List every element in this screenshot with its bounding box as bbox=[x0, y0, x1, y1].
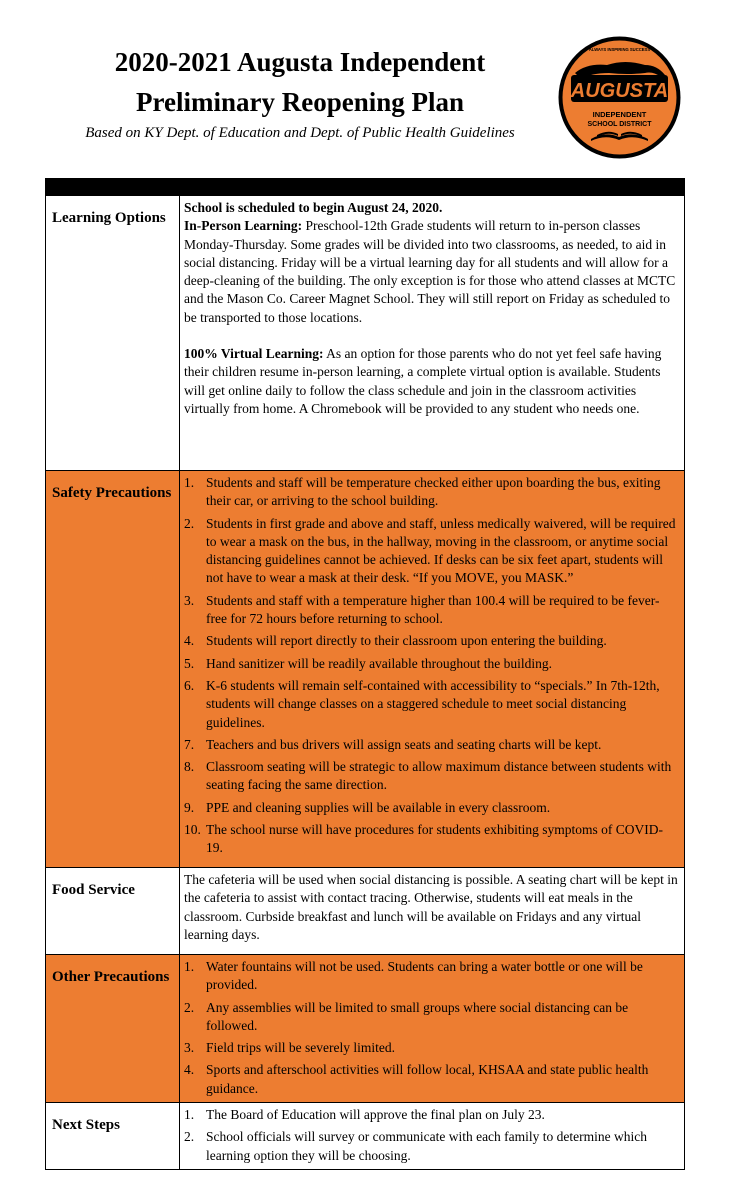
school-start-heading: School is scheduled to begin August 24, 2020. bbox=[184, 200, 443, 215]
list-item: 7. Teachers and bus drivers will assign seats and seating charts will be kept. bbox=[184, 736, 602, 752]
page-title-line-1: 2020-2021 Augusta Independent bbox=[114, 47, 486, 77]
safety-list bbox=[184, 474, 678, 858]
food-service-label: Food Service bbox=[46, 868, 180, 954]
list-item: 4. Sports and afterschool activities will follow local, KHSAA and state public health guidance. bbox=[184, 1062, 649, 1096]
augusta-logo bbox=[557, 35, 682, 160]
other-list bbox=[184, 958, 678, 1098]
list-item: 6. K-6 students will remain self-contained with accessibility to “specials.” In 7th-12th, students will change classes on a staggered schedule to meet social distancing guidelines. bbox=[184, 677, 660, 730]
in-person-title: In-Person Learning: bbox=[184, 218, 303, 234]
list-item: 3. Students and staff with a temperature higher than 100.4 will be required to be fever-free for 72 hours before returning to school. bbox=[184, 592, 660, 627]
virtual-paragraph bbox=[184, 345, 678, 418]
safety-precautions-row bbox=[46, 470, 684, 867]
learning-options-label: Learning Options bbox=[46, 196, 180, 470]
list-item: 10. The school nurse will have procedures for students exhibiting symptoms of COVID-19. bbox=[184, 822, 664, 856]
logo-name: AUGUSTA bbox=[570, 80, 669, 102]
list-item: 2. Students in first grade and above and staff, unless medically waivered, will be required to wear a mask on the bus, in the hallway, moving in the classroom, or anytime social distancing guidelines cannot be achieved. If desks can be six feet apart, students will not have to wear a mask at their desk. “If you MOVE, you MASK.” bbox=[184, 515, 676, 586]
page-subtitle: Based on KY Dept. of Education and Dept. of Public Health Guidelines bbox=[85, 125, 515, 141]
next-list bbox=[184, 1106, 678, 1165]
list-item: 1. Students and staff will be temperature checked either upon boarding the bus, exiting their car, or arriving to the school building. bbox=[184, 475, 661, 509]
safety-precautions-content bbox=[180, 471, 684, 867]
list-item: 1. The Board of Education will approve the final plan on July 23. bbox=[184, 1107, 545, 1122]
list-item: 5. Hand sanitizer will be readily available throughout the building. bbox=[184, 655, 553, 671]
list-item: 9. PPE and cleaning supplies will be available in every classroom. bbox=[184, 799, 551, 815]
in-person-paragraph bbox=[184, 217, 678, 327]
list-item: 2. School officials will survey or communicate with each family to determine which learning option they will be choosing. bbox=[184, 1129, 648, 1163]
food-service-content: The cafeteria will be used when social distancing is possible. A seating chart will be kept in the cafeteria to assist with contact tracing. Otherwise, students will eat meals in the classroom. Curbside breakfast and lunch will be available on Fridays and any virtual learning days. bbox=[184, 872, 678, 942]
list-item: 2. Any assemblies will be limited to small groups where social distancing can be followed. bbox=[184, 999, 629, 1033]
list-item: 4. Students will report directly to their classroom upon entering the building. bbox=[184, 633, 607, 649]
list-item: 1. Water fountains will not be used. Students can bring a water bottle or one will be provided. bbox=[184, 959, 643, 993]
food-service-row bbox=[46, 867, 684, 954]
logo-line-1: INDEPENDENT bbox=[592, 110, 647, 119]
logo-top-text: ALWAYS INSPIRING SUCCESS bbox=[588, 47, 651, 52]
safety-precautions-label: Safety Precautions bbox=[46, 471, 180, 867]
next-steps-content bbox=[180, 1103, 684, 1169]
virtual-title: 100% Virtual Learning: bbox=[184, 346, 324, 362]
title-block bbox=[40, 42, 560, 142]
table-header-bar bbox=[46, 178, 684, 195]
other-precautions-label: Other Precautions bbox=[46, 955, 180, 1102]
other-precautions-row bbox=[46, 954, 684, 1102]
page-title-line-2: Preliminary Reopening Plan bbox=[136, 87, 464, 117]
learning-options-row bbox=[46, 195, 684, 470]
virtual-text: As an option for those parents who do not yet feel safe having their children resume in-person learning, a complete virtual option is available. Students will get online daily to follow the class schedule and join in the classroom activities virtually from home. A Chromebook will be provided to any student who needs one. bbox=[184, 346, 662, 416]
logo-line-2: SCHOOL DISTRICT bbox=[587, 121, 652, 128]
in-person-text: Preschool-12th Grade students will return to in-person classes Monday-Thursday. Some grades will be divided into two classrooms, as needed, to aid in social distancing. Friday will be a virtual learning day for all students and will allow for a deep-cleaning of the building. The only exception is for those who attend classes at MCTC and the Mason Co. Career Magnet School. They will still report on Friday as scheduled to be transported to those locations. bbox=[184, 218, 676, 325]
other-precautions-content bbox=[180, 955, 684, 1102]
next-steps-label: Next Steps bbox=[46, 1103, 180, 1169]
list-item: 3. Field trips will be severely limited. bbox=[184, 1040, 395, 1056]
learning-options-content bbox=[180, 196, 684, 470]
plan-table bbox=[45, 178, 685, 1170]
list-item: 8. Classroom seating will be strategic to allow maximum distance between students with seating facing the same direction. bbox=[184, 759, 672, 793]
next-steps-row bbox=[46, 1102, 684, 1169]
